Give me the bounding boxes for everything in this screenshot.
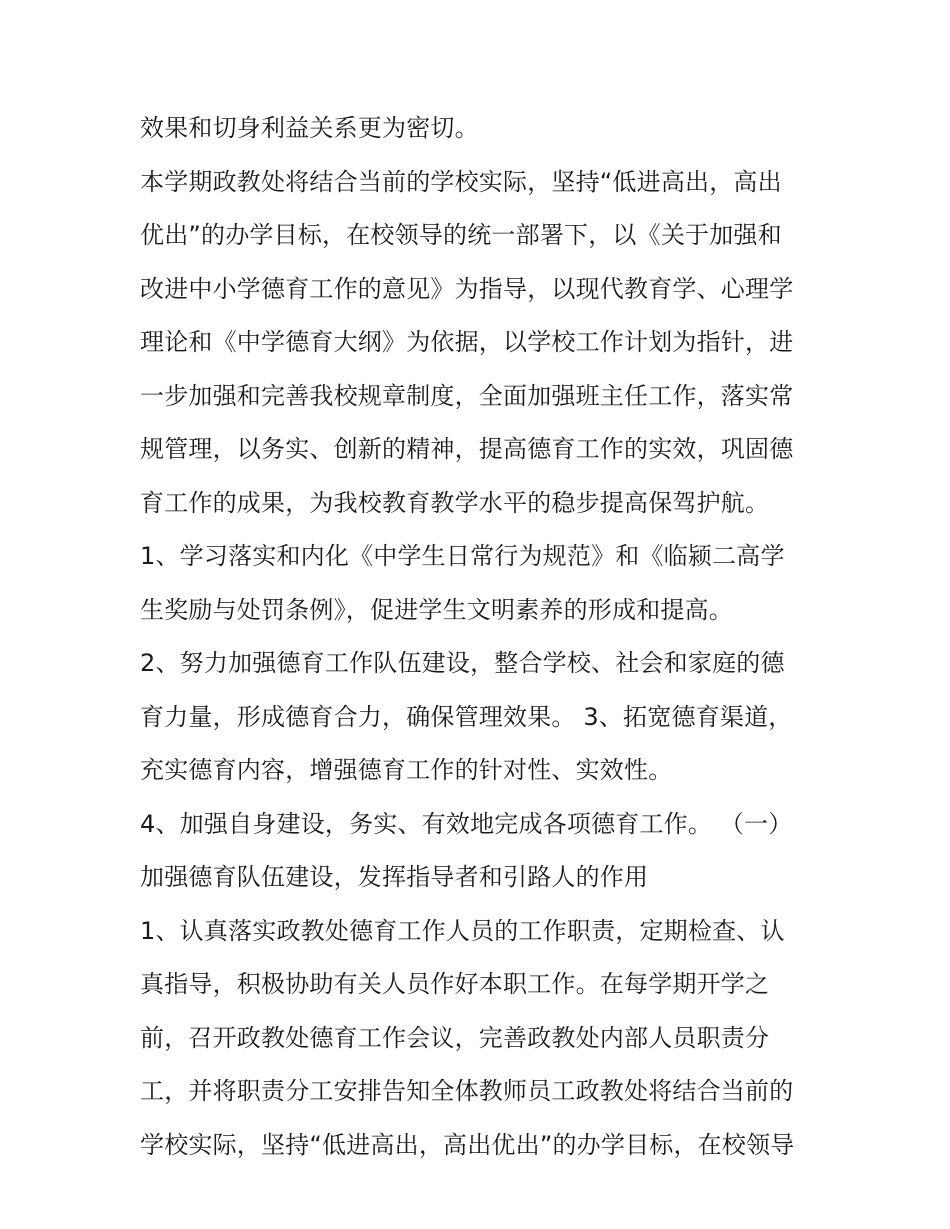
text-line: 4、加强自身建设，务实、有效地完成各项德育工作。 （一） — [140, 809, 793, 838]
text-line: 1、认真落实政教处德育工作人员的工作职责，定期检查、认 — [140, 916, 785, 945]
text-line: 学校实际，坚持“低进高出，高出优出”的办学目标，在校领导 — [140, 1130, 795, 1159]
text-line: 1、学习落实和内化《中学生日常行为规范》和《临颍二高学 — [140, 542, 785, 570]
text-line: 加强德育队伍建设，发挥指导者和引路人的作用 — [140, 863, 649, 891]
text-line: 本学期政教处将结合当前的学校实际，坚持“低进高出，高出 — [140, 167, 782, 196]
text-line: 前，召开政教处德育工作会议，完善政教处内部人员职责分 — [140, 1023, 770, 1052]
text-line: 规管理，以务实、创新的精神，提高德育工作的实效，巩固德 — [140, 435, 794, 463]
text-line: 理论和《中学德育大纲》为依据，以学校工作计划为指针，进 — [140, 328, 794, 356]
text-line: 优出”的办学目标，在校领导的统一部署下，以《关于加强和 — [140, 221, 782, 249]
document-body — [140, 102, 830, 1172]
text-line: 充实德育内容，增强德育工作的针对性、实效性。 — [140, 756, 673, 784]
text-line: 改进中小学德育工作的意见》为指导，以现代教育学、心理学 — [140, 274, 794, 303]
text-line: 一步加强和完善我校规章制度，全面加强班主任工作，落实常 — [140, 381, 794, 410]
text-line: 真指导，积极协助有关人员作好本职工作。在每学期开学之 — [140, 970, 770, 998]
text-line: 工，并将职责分工安排告知全体教师员工政教处将结合当前的 — [140, 1077, 794, 1105]
text-line: 育力量，形成德育合力，确保管理效果。 3、拓宽德育渠道， — [140, 702, 793, 731]
text-line: 效果和切身利益关系更为密切。 — [140, 114, 479, 142]
text-line: 生奖励与处罚条例》，促进学生文明素养的形成和提高。 — [140, 595, 733, 624]
text-line: 育工作的成果，为我校教育教学水平的稳步提高保驾护航。 — [140, 488, 770, 517]
text-line: 2、努力加强德育工作队伍建设，整合学校、社会和家庭的德 — [140, 649, 785, 677]
